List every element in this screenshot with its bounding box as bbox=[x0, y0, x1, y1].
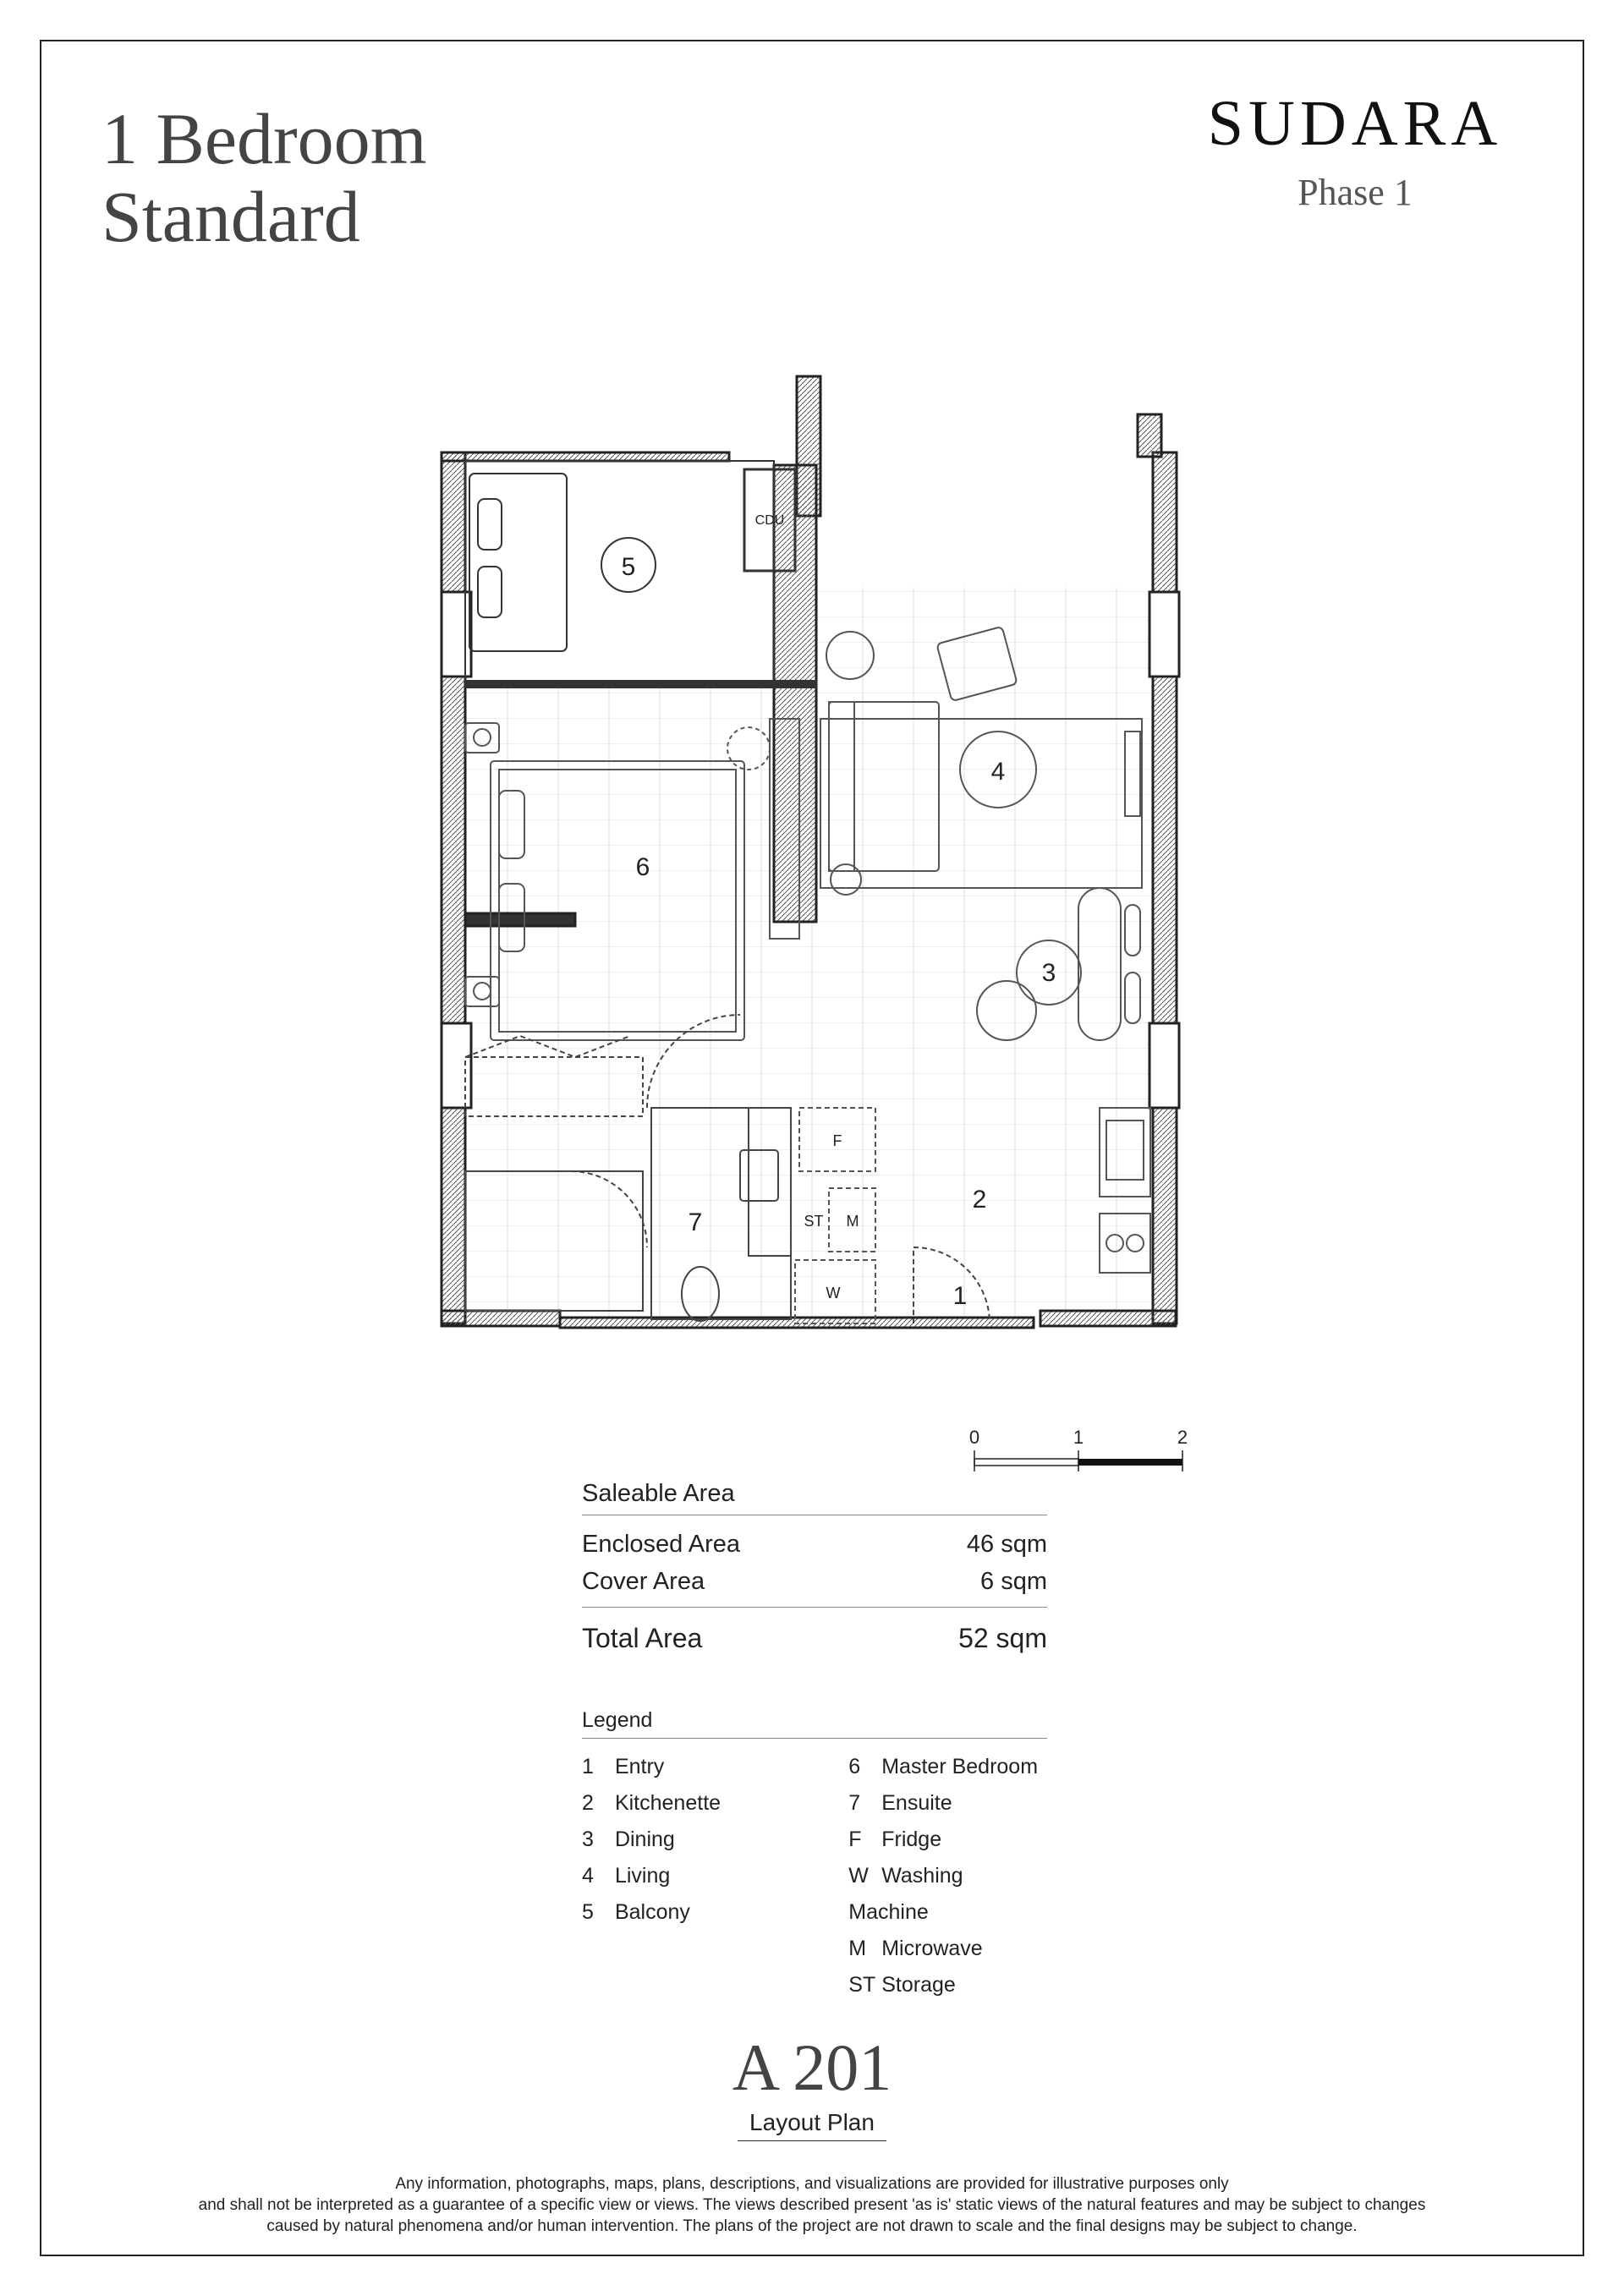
brand-block bbox=[1186, 88, 1524, 214]
enclosed-area-row bbox=[582, 1526, 1047, 1563]
cover-area-row bbox=[582, 1563, 1047, 1600]
floor-plan bbox=[431, 364, 1193, 1412]
enclosed-area-value: 46 sqm bbox=[966, 1531, 1047, 1558]
svg-text:4: 4 bbox=[990, 758, 1006, 786]
balcony bbox=[465, 461, 816, 688]
total-area-value: 52 sqm bbox=[958, 1623, 1047, 1653]
unit-code: A 201 bbox=[732, 2030, 892, 2104]
disclaimer-line-3: caused by natural phenomena and/or human intervention. The plans of the project are not drawn to scale and the final designs may be subject to change. bbox=[266, 2217, 1358, 2235]
legend-column-left bbox=[582, 1749, 848, 2003]
svg-text:7: 7 bbox=[688, 1208, 703, 1236]
area-rows bbox=[582, 1515, 1047, 1608]
enclosed-area-label: Enclosed Area bbox=[582, 1531, 741, 1558]
cover-area-value: 6 sqm bbox=[980, 1568, 1047, 1595]
legend-item: 4 Living bbox=[582, 1864, 671, 1888]
title-line-2: Standard bbox=[102, 176, 360, 257]
svg-text:W: W bbox=[826, 1285, 841, 1301]
layout-plan-text: Layout Plan bbox=[738, 2109, 886, 2141]
page-title bbox=[102, 100, 427, 255]
legend-item: M Microwave bbox=[848, 1937, 983, 1960]
svg-text:F: F bbox=[832, 1132, 842, 1149]
disclaimer bbox=[0, 2173, 1624, 2237]
legend-item: W Washing Machine bbox=[848, 1864, 963, 1924]
svg-text:3: 3 bbox=[1041, 959, 1056, 987]
legend-item: 5 Balcony bbox=[582, 1900, 690, 1924]
svg-text:6: 6 bbox=[635, 853, 650, 881]
total-area-label: Total Area bbox=[582, 1623, 703, 1653]
title-line-1: 1 Bedroom bbox=[102, 98, 427, 179]
legend-item: F Fridge bbox=[848, 1827, 942, 1851]
area-table bbox=[582, 1480, 1047, 1657]
svg-text:1: 1 bbox=[952, 1282, 968, 1310]
scale-tick-2: 2 bbox=[1177, 1427, 1188, 1448]
phase-label: Phase 1 bbox=[1298, 172, 1413, 213]
svg-text:CDU: CDU bbox=[754, 513, 785, 528]
svg-text:2: 2 bbox=[972, 1186, 987, 1214]
legend bbox=[582, 1708, 1047, 2003]
scale-bar bbox=[964, 1425, 1201, 1484]
legend-item: 1 Entry bbox=[582, 1755, 665, 1778]
disclaimer-line-2: and shall not be interpreted as a guarantee of a specific view or views. The views described present 'as is' static views of the natural features and may be subject to changes bbox=[198, 2196, 1426, 2214]
scale-tick-0: 0 bbox=[968, 1427, 980, 1448]
total-area-row bbox=[582, 1608, 1047, 1657]
area-heading: Saleable Area bbox=[582, 1480, 1047, 1515]
legend-item: 2 Kitchenette bbox=[582, 1791, 721, 1815]
legend-item: 3 Dining bbox=[582, 1827, 675, 1851]
legend-heading: Legend bbox=[582, 1708, 1047, 1739]
brand-logo: SUDARA bbox=[1207, 88, 1503, 159]
svg-text:ST: ST bbox=[804, 1213, 824, 1230]
svg-text:M: M bbox=[846, 1213, 859, 1230]
legend-item: 7 Ensuite bbox=[848, 1791, 952, 1815]
layout-plan-label bbox=[0, 2109, 1624, 2136]
disclaimer-line-1: Any information, photographs, maps, plans, descriptions, and visualizations are provided for illustrative purposes only bbox=[395, 2175, 1229, 2193]
legend-item: 6 Master Bedroom bbox=[848, 1755, 1039, 1778]
cover-area-label: Cover Area bbox=[582, 1568, 705, 1595]
legend-item: ST Storage bbox=[848, 1973, 956, 1997]
scale-tick-1: 1 bbox=[1073, 1427, 1084, 1448]
svg-text:5: 5 bbox=[621, 553, 636, 581]
legend-column-right bbox=[848, 1749, 1047, 2003]
